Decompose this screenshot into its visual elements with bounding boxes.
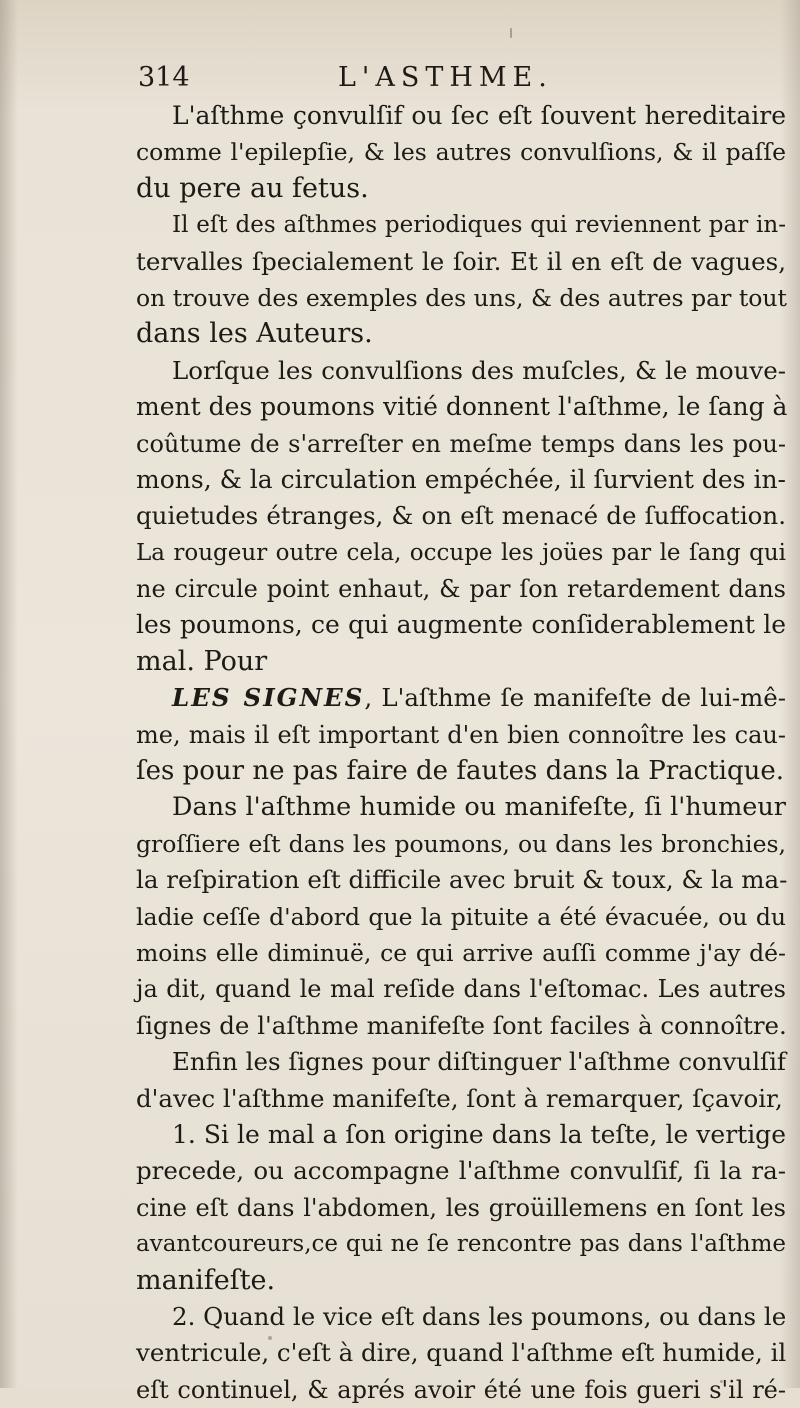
running-title: L'ASTHME. [338,62,553,93]
line-text: ventricule, c'eſt à dire, quand l'aſthme eſt humide, il [136,1338,787,1368]
line-text: manifeſte. [136,1264,276,1296]
text-line [136,789,786,825]
line-text: ladie ceſſe d'abord que la pituite a été évacuée, ou du [136,902,786,931]
text-line [136,244,786,280]
line-text: d'avec l'aſthme manifeſte, ſont à remarquer, ſçavoir, [136,1083,783,1113]
text-line [136,571,786,607]
text-line [136,280,786,316]
text-line [136,935,786,971]
text-line [136,535,786,571]
line-text: moins elle diminuë, ce qui arrive auſſi comme j'ay dé- [136,938,786,967]
line-text: la reſpiration eſt difficile avec bruit & toux, & la ma- [136,865,788,895]
text-line [136,1372,786,1408]
line-text: mons, & la circulation empéchée, il ſurvient des in- [136,464,786,494]
line-text: cine eſt dans l'abdomen, les groüillemens en ſont les [136,1193,786,1222]
text-line [136,1226,786,1262]
line-text: Lorſque les convulſions des muſcles, & le mouve- [172,355,786,385]
text-line [136,1044,786,1080]
page-number: 314 [138,62,190,93]
line-text: comme l'epilepſie, & les autres convulſions, & il paſſe [136,138,786,167]
paper-speck [268,1336,272,1340]
line-text: ſignes de l'aſthme manifeſte ſont faciles à connoître. [136,1010,787,1040]
line-text: coûtume de s'arreſter en meſme temps dans les pou- [136,429,786,458]
section-heading: LES SIGNES [172,683,365,713]
text-line [136,826,786,862]
line-text: 2. Quand le vice eſt dans les poumons, ou dans le [172,1301,787,1331]
text-line [136,98,786,134]
line-text: mal. Pour [136,645,268,677]
text-line [136,753,786,789]
text-line [136,207,786,243]
text-line [136,680,786,716]
line-text: Dans l'aſthme humide ou manifeſte, ſi l'humeur [172,792,786,823]
line-text: eſt continuel, & aprés avoir été une fois gueri s'il ré- [136,1375,786,1404]
text-line [136,1335,786,1371]
line-text: les poumons, ce qui augmente conſiderablement le [136,610,786,640]
paper-speck [510,28,512,38]
text-line [136,498,786,534]
text-line [136,1081,786,1117]
line-text: L'aſthme çonvulſif ou ſec eſt ſouvent hereditaire [172,101,786,130]
text-line [136,899,786,935]
line-text: quietudes étranges, & on eſt menacé de ſuffocation. [136,501,786,531]
line-text: precede, ou accompagne l'aſthme convulſif, ſi la ra- [136,1156,786,1186]
text-line [136,134,786,170]
text-line [136,971,786,1007]
text-line [136,644,786,680]
text-line [136,862,786,898]
line-text: groſſiere eſt dans les poumons, ou dans les bronchies, [136,829,786,858]
line-text: , L'aſthme ſe manifeſte de lui-mê- [364,683,786,713]
text-line [136,462,786,498]
line-text: on trouve des exemples des uns, & des autres par tout [136,283,788,312]
text-line [136,1008,786,1044]
line-text: ja dit, quand le mal reſide dans l'eſtomac. Les autres [136,975,786,1004]
text-line [136,607,786,643]
text-line [136,1153,786,1189]
text-line [136,171,786,207]
text-line [136,426,786,462]
page-header [138,62,778,102]
line-text: du pere au fetus. [136,172,369,204]
line-text: avantcoureurs,ce qui ne ſe rencontre pas dans l'aſthme [136,1231,786,1258]
line-text: me, mais il eſt important d'en bien connoître les cau- [136,720,786,749]
text-line [136,1299,786,1335]
text-line [136,316,786,352]
paper-speck [720,1380,723,1383]
line-text: Il eſt des aſthmes periodiques qui reviennent par in- [172,212,786,239]
text-line [136,1190,786,1226]
text-line [136,1117,786,1153]
line-text: ne circule point enhaut, & par ſon retardement dans [136,575,786,604]
body-text [136,98,786,1408]
line-text: ſes pour ne pas faire de fautes dans la Practique. [136,756,784,787]
text-line [136,717,786,753]
line-text: 1. Si le mal a ſon origine dans la teſte, le vertige [172,1119,786,1149]
text-line [136,353,786,389]
line-text: dans les Auteurs. [136,318,373,350]
text-line [136,1263,786,1299]
line-text: ment des poumons vitié donnent l'aſthme, le ſang à [136,392,788,422]
line-text: Enfin les ſignes pour diſtinguer l'aſthme convulſif [172,1047,786,1077]
text-line [136,389,786,425]
line-text: La rougeur outre cela, occupe les joües par le ſang qui [136,539,786,566]
line-text: tervalles ſpecialement le ſoir. Et il en eſt de vagues, [136,246,786,276]
